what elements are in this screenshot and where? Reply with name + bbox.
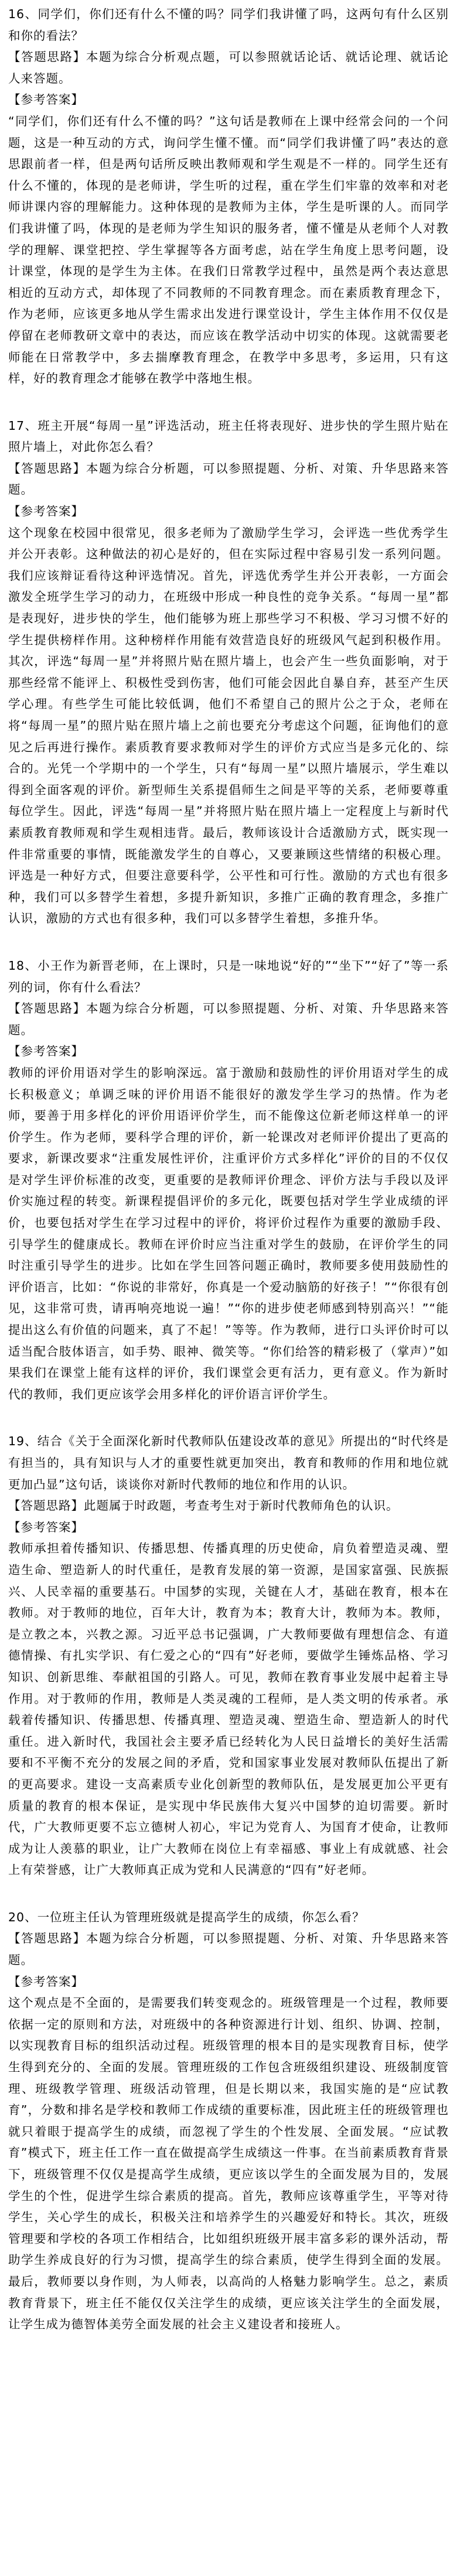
- answer-paragraph: 这个观点是不全面的，是需要我们转变观念的。班级管理是一个过程，教师要依据一定的原则和方法，对班级中的各种资源进行计划、组织、协调、控制，以实现教育目标的组织活动过程。班级管理的根本目的是实现教育目标，使学生得到充分的、全面的发展。管理班级的工作包含班级组织建设、班级制度管理、班级教学管理、班级活动管理，但是长期以来，我国实施的是“应试教育”，分数和排名是学校和教师工作成绩的重要标准，因此班主任的班级管理也就只着眼于提高学生的成绩，而忽视了学生的个性发展、全面发展。“应试教育”模式下，班主任工作一直在做提高学生成绩这一件事。在当前素质教育背景下，班级管理不仅仅是提高学生成绩，更应该以学生的全面发展为目的，发展学生的个性，促进学生综合素质的提高。首先，教师应该尊重学生，平等对待学生，关心学生的成长，积极关注和培养学生的兴趣爱好和特长。其次，班级管理要和学校的各项工作相结合，比如组织班级开展丰富多彩的课外活动，帮助学生养成良好的行为习惯，提高学生的综合素质，使学生得到全面的发展。最后，教师要以身作则，为人师表，以高尚的人格魅力影响学生。总之，素质教育背景下，班主任不能仅仅关注学生的成绩，更应该关注学生的全面发展，让学生成为德智体美劳全面发展的社会主义建设者和接班人。: [8, 1996, 449, 2332]
- answer-paragraph: “同学们，你们还有什么不懂的吗？”这句话是教师在上课中经常会问的一个问题，这是一种互动的方式，询问学生懂不懂。而“同学们我讲懂了吗”表达的意思跟前者一样，但是两句话所反映出教师观和学生观是不一样的。同学生还有什么不懂的，体现的是老师讲，学生听的过程，重在学生们牢靠的效率和对老师讲课内容的理解能力。这种体现的是教师为主体，学生是听课的人。而同学们我讲懂了吗，体现的是老师为学生知识的服务者，懂不懂是从老师个人对教学的理解、课堂把控、学生掌握等各方面考虑，站在学生角度上思考问题，设计课堂，体现的是学生为主体。在我们日常教学过程中，虽然是两个表达意思相近的互动方式，却体现了不同教师的不同教育理念。而在素质教育理念下，作为老师，应该更多地从学生需求出发进行课堂设计，学生主体作用不仅仅是停留在老师教研文章中的表达，而应该在教学活动中切实的体现。这就需要老师能在日常教学中，多去揣摩教育理念，在教学中多思考，多运用，只有这样，好的教育理念才能够在教学中落地生根。: [8, 114, 449, 386]
- answer-idea: 【答题思路】本题为综合分析题，可以参照提题、分析、对策、升华思路来答题。: [8, 1931, 449, 1968]
- answer-label: 【参考答案】: [8, 504, 84, 519]
- question-text: 19、结合《关于全面深化新时代教师队伍建设改革的意见》所提出的“时代终是有担当的，具有知识与人才的重要性就更加突出，教育和教师的作用和地位就更加凸显”这句话，谈谈你对新时代教师的地位和作用的认识。: [8, 1434, 449, 1491]
- question-text: 18、小王作为新晋老师，在上课时，只是一味地说“好的”“坐下”“好了”等一系列的词，你有什么看法？: [8, 958, 449, 994]
- answer-paragraph: 教师的评价用语对学生的影响深远。富于激励和鼓励性的评价用语对学生的成长积极意义；单调乏味的评价用语不能很好的激发学生学习的热情。作为老师，要善于用多样化的评价用语评价学生，而不能像这位新老师这样单一的评价学生。作为老师，要科学合理的评价，新一轮课改对老师评价提出了更高的要求，新课改要求“注重发展性评价，注重评价方式多样化”评价的目的不仅仅是对学生评价标准的改变，更重要的是教师评价理念、评价方法与手段以及评价实施过程的转变。新课程提倡评价的多元化，既要包括对学生学业成绩的评价，也要包括对学生在学习过程中的评价，将评价过程作为重要的激励手段、引导学生的健康成长。教师在评价时应当注重对学生的鼓励，在评价学生的同时注重引导学生的进步。比如在学生回答问题正确时，教师要多使用鼓励性的评价语言，比如：“你说的非常好，你真是一个爱动脑筋的好孩子！”“你很有创见，这非常可贵，请再响亮地说一遍！”“你的进步使老师感到特别高兴！”“能提出这么有价值的问题来，真了不起！”等等。作为教师，进行口头评价时可以适当配合肢体语言，如手势、眼神、微笑等。“你们给答的精彩极了（掌声）”如果我们在课堂上能有这样的评价，我们课堂会更有活力，更有意义。作为新时代的教师，我们更应该学会用多样化的评价语言评价学生。: [8, 1065, 449, 1401]
- answer-idea: 【答题思路】本题为综合分析题，可以参照提题、分析、对策、升华思路来答题。: [8, 1001, 449, 1037]
- question-text: 17、班主开展“每周一星”评选活动，班主任将表现好、进步快的学生照片贴在照片墙上，对此你怎么看？: [8, 418, 449, 454]
- question-section-17: [8, 415, 449, 929]
- answer-idea: 【答题思路】此题属于时政题，考查考生对于新时代教师角色的认识。: [8, 1499, 399, 1513]
- answer-paragraph: 教师承担着传播知识、传播思想、传播真理的历史使命，肩负着塑造灵魂、塑造生命、塑造新人的时代重任，是教育发展的第一资源，是国家富强、民族振兴、人民幸福的重要基石。中国梦的实现，关键在人才，基础在教育，根本在教师。对于教师的地位，百年大计，教育为本；教育大计，教师为本。教师，是立教之本，兴教之源。习近平总书记强调，广大教师要做有理想信念、有道德情操、有扎实学识、有仁爱之心的“四有”好老师，要做学生锤炼品格、学习知识、创新思维、奉献祖国的引路人。可见，教师在教育事业发展中起着主导作用。对于教师的作用，教师是人类灵魂的工程师，是人类文明的传承者。承载着传播知识、传播思想、传播真理、塑造灵魂、塑造生命、塑造新人的时代重任。进入新时代，我国社会主要矛盾已经转化为人民日益增长的美好生活需要和不平衡不充分的发展之间的矛盾，党和国家事业发展对教师队伍提出了新的更高要求。建设一支高素质专业化创新型的教师队伍，是发展更加公平更有质量的教育的根本保证，是实现中华民族伟大复兴中国梦的迫切需要。新时代，广大教师更要不忘立德树人初心，牢记为党育人、为国育才使命，让教师成为让人羡慕的职业，让广大教师在岗位上有幸福感、事业上有成就感、社会上有荣誉感，让广大教师真正成为党和人民满意的“四有”好老师。: [8, 1541, 449, 1877]
- answer-idea: 【答题思路】本题为综合分析题，可以参照提题、分析、对策、升华思路来答题。: [8, 461, 449, 497]
- question-text: 16、同学们，你们还有什么不懂的吗？同学们我讲懂了吗，这两句有什么区别和你的看法？: [8, 7, 449, 43]
- answer-paragraph: 这个现象在校园中很常见，很多老师为了激励学生学习，会评选一些优秀学生并公开表彰。这种做法的初心是好的，但在实际过程中容易引发一系列问题。我们应该辩证看待这种评选情况。首先，评选优秀学生并公开表彰，一方面会激发全班学生学习的动力，在班级中形成一种良性的竞争关系。“每周一星”都是表现好，进步快的学生，他们能够为班上那些学习不积极、学习习惯不好的学生提供榜样作用。这种榜样作用能有效营造良好的班级风气起到积极作用。其次，评选“每周一星”并将照片贴在照片墙上，也会产生一些负面影响，对于那些经常不能评上、积极性受到伤害，他们可能会因此自暴自弃，甚至产生厌学心理。有些学生可能比较低调，他们不希望自己的照片公之于众，老师在将“每周一星”的照片贴在照片墙上之前也要充分考虑这个问题，征询他们的意见之后再进行操作。素质教育要求教师对学生的评价方式应当是多元化的、综合的。光凭一个学期中的一个学生，只有“每周一星”以照片墙展示，学生难以得到全面客观的评价。新型师生关系提倡师生之间是平等的关系，老师要尊重每位学生。因此，评选“每周一星”并将照片贴在照片墙上一定程度上与新时代素质教育教师观和学生观相违背。最后，教师该设计合适激励方式，既实现一件非常重要的事情，既能激发学生的自尊心，又要兼顾这些情绪的积极心理。评选是一种好方式，但要注意要科学，公平性和可行性。激励的方式也有很多种，我们可以多替学生着想，多提升新知识，多推广正确的教育理念，多推广认识，激励的方式也有很多种，我们可以多替学生着想，多推升华。: [8, 525, 449, 926]
- question-text: 20、一位班主任认为管理班级就是提高学生的成绩，你怎么看？: [8, 1910, 365, 1924]
- answer-idea: 【答题思路】本题为综合分析观点题，可以参照就话论话、就话论理、就话论人来答题。: [8, 50, 449, 85]
- section-spacer: [8, 1405, 449, 1431]
- question-section-16: [8, 4, 449, 389]
- question-section-18: [8, 955, 449, 1405]
- section-spacer: [8, 389, 449, 415]
- section-spacer: [8, 1881, 449, 1907]
- question-section-20: [8, 1907, 449, 2335]
- answer-label: 【参考答案】: [8, 1974, 84, 1989]
- answer-label: 【参考答案】: [8, 93, 84, 107]
- answer-label: 【参考答案】: [8, 1044, 84, 1059]
- answer-label: 【参考答案】: [8, 1520, 84, 1534]
- section-spacer: [8, 929, 449, 955]
- question-section-19: [8, 1431, 449, 1880]
